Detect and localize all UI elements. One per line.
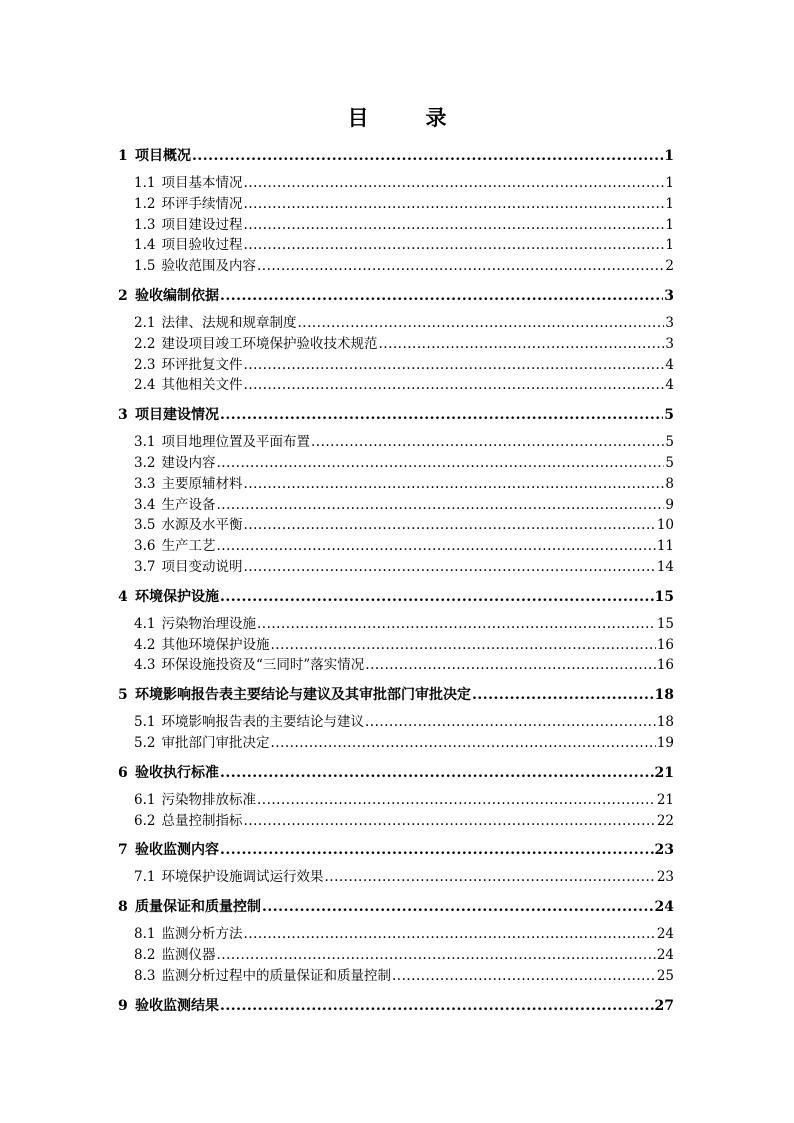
toc-subsection-number: 3.7 [134, 558, 156, 575]
toc-subsection-entry[interactable] [118, 557, 674, 578]
toc-leader-dots [270, 635, 655, 656]
toc-subsection-number: 2.1 [134, 314, 156, 331]
toc-subsection-entry[interactable] [118, 173, 674, 194]
toc-section-label: 验收执行标准 [135, 764, 219, 781]
toc-subsection-label: 其他环境保护设施 [161, 636, 270, 653]
toc-subsection-entry[interactable] [118, 536, 674, 557]
toc-subsection-number: 6.1 [134, 791, 156, 808]
toc-subsection-number: 4.3 [134, 657, 156, 674]
toc-subsection-number: 3.1 [134, 434, 156, 451]
toc-subsection-entry[interactable] [118, 313, 674, 334]
toc-subsection-label: 监测分析方法 [161, 926, 243, 943]
toc-leader-dots [216, 453, 664, 474]
toc-subsection-label: 环境保护设施调试运行效果 [161, 869, 324, 886]
toc-section-entry[interactable] [118, 146, 674, 166]
toc-subsection-number: 1.4 [134, 237, 156, 254]
toc-subsection-label: 其他相关文件 [161, 377, 243, 394]
toc-page-number: 15 [656, 615, 674, 632]
toc-section-label: 验收监测结果 [135, 997, 219, 1014]
toc-page-number: 14 [656, 558, 674, 575]
toc-leader-dots [243, 474, 664, 495]
toc-page-number: 27 [654, 997, 674, 1014]
toc-leader-dots [324, 867, 655, 888]
toc-subsection-number: 3.2 [134, 454, 156, 471]
toc-page-number: 24 [656, 926, 674, 943]
toc-subsection-entry[interactable] [118, 811, 674, 832]
toc-subsection-entry[interactable] [118, 215, 674, 236]
toc-subsection-number: 3.3 [134, 475, 156, 492]
toc-subsection-entry[interactable] [118, 966, 674, 987]
toc-title: 目 录 [347, 105, 465, 130]
toc-page-number: 8 [665, 475, 674, 492]
toc-leader-dots [243, 194, 664, 215]
toc-leader-dots [243, 173, 664, 194]
toc-section-label: 环境保护设施 [135, 588, 219, 605]
toc-page-number: 23 [654, 842, 674, 859]
toc-list [118, 146, 674, 1016]
toc-leader-dots [297, 313, 664, 334]
toc-subsection-number: 5.2 [134, 734, 156, 751]
toc-section-label: 项目建设情况 [135, 407, 219, 424]
toc-section-entry[interactable] [118, 840, 674, 860]
toc-subsection-number: 1.3 [134, 216, 156, 233]
toc-subsection-label: 水源及水平衡 [161, 517, 243, 534]
toc-subsection-label: 建设项目竣工环境保护验收技术规范 [161, 335, 378, 352]
toc-subsection-label: 项目建设过程 [161, 216, 243, 233]
toc-subsection-label: 生产工艺 [161, 538, 216, 555]
toc-subsection-number: 3.5 [134, 517, 156, 534]
toc-section-number: 4 [118, 588, 128, 605]
toc-page-number: 24 [656, 946, 674, 963]
toc-section-label: 项目概况 [135, 148, 191, 164]
toc-subsection-entry[interactable] [118, 256, 674, 277]
toc-subsection-label: 污染物排放标准 [161, 791, 256, 808]
toc-subsection-label: 法律、法规和规章制度 [161, 314, 297, 331]
toc-leader-dots [220, 996, 654, 1016]
toc-subsection-label: 主要原辅材料 [161, 475, 243, 492]
toc-section-entry[interactable] [118, 897, 674, 917]
toc-section-label: 验收编制依据 [135, 287, 219, 304]
toc-section-label: 质量保证和质量控制 [135, 899, 261, 916]
toc-section-number: 6 [118, 764, 128, 781]
toc-section-number: 1 [118, 148, 128, 164]
toc-subsection-entry[interactable] [118, 712, 674, 733]
toc-subsection-number: 8.1 [134, 926, 156, 943]
toc-leader-dots [257, 256, 664, 277]
toc-page-number: 11 [656, 538, 674, 555]
toc-subsection-entry[interactable] [118, 432, 674, 453]
toc-section-number: 3 [118, 407, 128, 424]
toc-subsection-number: 2.4 [134, 377, 156, 394]
toc-leader-dots [243, 515, 655, 536]
toc-subsection-label: 监测分析过程中的质量保证和质量控制 [161, 967, 391, 984]
toc-page-number: 25 [656, 967, 674, 984]
toc-page-number: 5 [665, 434, 674, 451]
toc-page-number: 1 [665, 237, 674, 254]
toc-subsection-label: 项目地理位置及平面布置 [161, 434, 310, 451]
toc-page-number: 18 [654, 687, 674, 704]
toc-leader-dots [216, 536, 655, 557]
toc-section-number: 8 [118, 899, 128, 916]
toc-subsection-entry[interactable] [118, 453, 674, 474]
toc-page-number: 18 [656, 714, 674, 731]
toc-subsection-entry[interactable] [118, 495, 674, 516]
toc-section-entry[interactable] [118, 685, 674, 705]
toc-subsection-label: 建设内容 [161, 454, 216, 471]
toc-section-entry[interactable] [118, 996, 674, 1016]
toc-leader-dots [243, 924, 655, 945]
toc-page-number: 15 [654, 588, 674, 605]
toc-page-number: 2 [665, 258, 674, 275]
toc-page-number: 1 [665, 175, 674, 191]
toc-subsection-label: 总量控制指标 [161, 812, 243, 829]
toc-subsection-entry[interactable] [118, 945, 674, 966]
toc-section-label: 环境影响报告表主要结论与建议及其审批部门审批决定 [135, 687, 471, 704]
toc-section-entry[interactable] [118, 763, 674, 783]
toc-subsection-number: 3.4 [134, 496, 156, 513]
toc-leader-dots [243, 235, 664, 256]
toc-subsection-entry[interactable] [118, 375, 674, 396]
toc-section-number: 7 [118, 842, 128, 859]
toc-page-number: 10 [656, 517, 674, 534]
toc-page-number: 9 [665, 496, 674, 513]
toc-section-entry[interactable] [118, 405, 674, 425]
toc-page-number: 21 [656, 791, 674, 808]
toc-subsection-label: 环境影响报告表的主要结论与建议 [161, 714, 364, 731]
toc-subsection-label: 项目变动说明 [161, 558, 243, 575]
toc-subsection-entry[interactable] [118, 733, 674, 754]
toc-subsection-label: 审批部门审批决定 [161, 734, 270, 751]
toc-page-number: 5 [665, 454, 674, 471]
toc-page-number: 24 [654, 899, 674, 916]
toc-leader-dots [392, 966, 656, 987]
toc-leader-dots [472, 685, 654, 705]
toc-subsection-entry[interactable] [118, 867, 674, 888]
toc-subsection-number: 4.2 [134, 636, 156, 653]
toc-page-number: 22 [656, 812, 674, 829]
toc-subsection-label: 污染物治理设施 [161, 615, 256, 632]
toc-leader-dots [220, 405, 663, 425]
toc-leader-dots [243, 355, 664, 376]
toc-subsection-number: 1.1 [134, 175, 156, 191]
toc-subsection-label: 环评批复文件 [161, 356, 243, 373]
toc-subsection-number: 2.3 [134, 356, 156, 373]
toc-leader-dots [262, 897, 654, 917]
toc-leader-dots [220, 840, 654, 860]
toc-page-number: 21 [654, 764, 674, 781]
toc-subsection-entry[interactable] [118, 194, 674, 215]
toc-subsection-entry[interactable] [118, 655, 674, 676]
toc-subsection-number: 1.2 [134, 195, 156, 212]
toc-subsection-number: 2.2 [134, 335, 156, 352]
toc-subsection-entry[interactable] [118, 355, 674, 376]
toc-leader-dots [216, 495, 664, 516]
toc-subsection-label: 监测仪器 [161, 946, 216, 963]
toc-page-number: 23 [656, 869, 674, 886]
toc-page-number: 5 [664, 407, 674, 424]
toc-subsection-label: 验收范围及内容 [161, 258, 256, 275]
toc-leader-dots [311, 432, 664, 453]
toc-subsection-entry[interactable] [118, 235, 674, 256]
toc-page-number: 3 [665, 314, 674, 331]
toc-leader-dots [220, 763, 654, 783]
toc-leader-dots [220, 587, 654, 607]
toc-leader-dots [365, 712, 656, 733]
toc-subsection-label: 环评手续情况 [161, 195, 243, 212]
toc-subsection-number: 8.2 [134, 946, 156, 963]
toc-page-number: 4 [665, 377, 674, 394]
toc-subsection-entry[interactable] [118, 334, 674, 355]
toc-subsection-entry[interactable] [118, 474, 674, 495]
toc-leader-dots [243, 557, 655, 578]
toc-section-entry[interactable] [118, 587, 674, 607]
toc-page-number: 3 [665, 335, 674, 352]
toc-page-number: 16 [656, 657, 674, 674]
toc-leader-dots [257, 614, 656, 635]
toc-page-number: 1 [665, 195, 674, 212]
toc-leader-dots [192, 146, 663, 166]
toc-subsection-number: 8.3 [134, 967, 156, 984]
toc-page-number: 3 [664, 287, 674, 304]
toc-leader-dots [365, 655, 656, 676]
toc-subsection-number: 5.1 [134, 714, 156, 731]
toc-leader-dots [220, 286, 663, 306]
toc-page-number: 4 [665, 356, 674, 373]
toc-page-number: 1 [664, 148, 674, 164]
toc-leader-dots [243, 375, 664, 396]
toc-page-number: 1 [665, 216, 674, 233]
toc-subsection-number: 4.1 [134, 615, 156, 632]
toc-subsection-number: 6.2 [134, 812, 156, 829]
toc-page-number: 19 [656, 734, 674, 751]
toc-leader-dots [243, 811, 655, 832]
toc-subsection-label: 环保设施投资及“三同时”落实情况 [161, 657, 365, 674]
toc-section-number: 9 [118, 997, 128, 1014]
toc-section-entry[interactable] [118, 286, 674, 306]
toc-leader-dots [257, 790, 656, 811]
toc-subsection-entry[interactable] [118, 924, 674, 945]
toc-page-number: 16 [656, 636, 674, 653]
toc-section-number: 2 [118, 287, 128, 304]
toc-subsection-entry[interactable] [118, 790, 674, 811]
toc-subsection-number: 1.5 [134, 258, 156, 275]
toc-leader-dots [378, 334, 664, 355]
toc-leader-dots [270, 733, 655, 754]
toc-subsection-label: 项目基本情况 [161, 175, 243, 191]
toc-leader-dots [216, 945, 655, 966]
toc-subsection-label: 生产设备 [161, 496, 216, 513]
toc-section-label: 验收监测内容 [135, 842, 219, 859]
toc-leader-dots [243, 215, 664, 236]
toc-subsection-number: 7.1 [134, 869, 156, 886]
toc-section-number: 5 [118, 687, 128, 704]
toc-subsection-entry[interactable] [118, 515, 674, 536]
toc-subsection-label: 项目验收过程 [161, 237, 243, 254]
toc-subsection-number: 3.6 [134, 538, 156, 555]
toc-subsection-entry[interactable] [118, 635, 674, 656]
toc-subsection-entry[interactable] [118, 614, 674, 635]
